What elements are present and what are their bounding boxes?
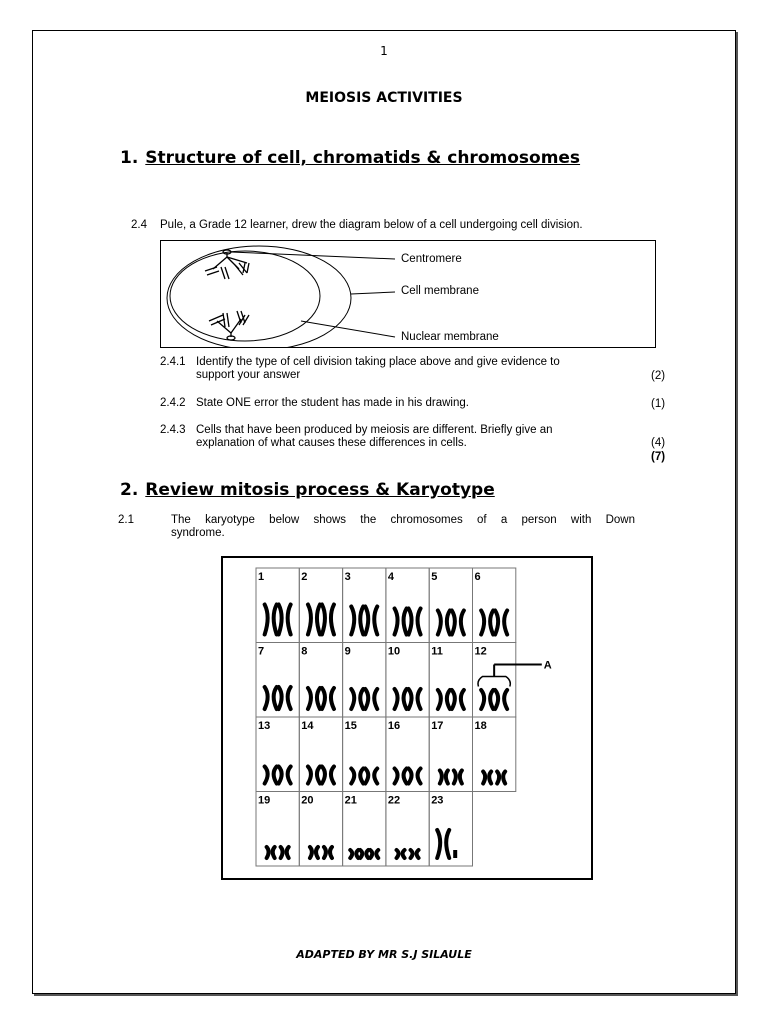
cell-membrane-pointer xyxy=(351,292,395,294)
karyotype-grid xyxy=(223,558,591,878)
karyotype-cell-9 xyxy=(343,643,386,718)
section-1-heading xyxy=(120,148,580,168)
section-2-number: 2. xyxy=(120,480,139,500)
karyotype-cell-6 xyxy=(473,568,516,643)
question-2-4-2-text: State ONE error the student has made in his drawing. xyxy=(196,397,469,409)
chromosome-pair-19 xyxy=(267,847,289,858)
karyotype-frame xyxy=(221,556,593,880)
cell-diagram-box xyxy=(160,240,656,348)
footer-credit: ADAPTED BY MR S.J SILAULE xyxy=(296,948,472,961)
chromosome-pair-22 xyxy=(397,850,419,858)
chromosome-pair-20 xyxy=(310,847,332,858)
chromosome-pair-18 xyxy=(483,772,505,784)
pair-number-12: 12 xyxy=(474,645,487,658)
pair-number-8: 8 xyxy=(301,645,308,658)
karyotype-cell-15 xyxy=(343,717,386,792)
chromosome-pair-8 xyxy=(308,688,334,709)
label-a: A xyxy=(543,659,552,672)
lower-chromatids xyxy=(209,311,249,340)
question-2-4-1-number: 2.4.1 xyxy=(160,356,186,368)
pair-number-13: 13 xyxy=(258,720,271,732)
chromosome-pair-13 xyxy=(265,767,291,784)
karyotype-cell-3 xyxy=(343,568,386,643)
question-2-4-3-number: 2.4.3 xyxy=(160,424,186,436)
pair-number-14: 14 xyxy=(301,720,314,732)
karyotype-cell-20 xyxy=(299,792,342,867)
page-number: 1 xyxy=(380,44,388,58)
section-1-number: 1. xyxy=(120,148,139,168)
upper-chromatids xyxy=(205,250,249,279)
pair-number-16: 16 xyxy=(387,720,401,732)
chromosome-pair-1 xyxy=(265,605,291,635)
question-2-1-line2: syndrome. xyxy=(171,527,225,539)
karyotype-cell-5 xyxy=(429,568,472,643)
chromosome-pair-9 xyxy=(351,689,377,709)
chromosome-pair-11 xyxy=(438,690,464,709)
chromosome-pair-3 xyxy=(351,607,377,635)
chromosome-pair-7 xyxy=(265,687,291,709)
chromosome-pair-15 xyxy=(351,769,377,784)
pair-number-1: 1 xyxy=(258,571,265,583)
karyotype-cell-21 xyxy=(343,792,386,867)
karyotype-cell-18 xyxy=(473,717,516,792)
pair-number-15: 15 xyxy=(344,720,357,732)
karyotype-cell-11 xyxy=(429,643,472,718)
pair-number-11: 11 xyxy=(431,645,443,658)
karyotype-cell-17 xyxy=(429,717,472,792)
cell-membrane-label: Cell membrane xyxy=(401,285,479,297)
cell-membrane-outline xyxy=(167,246,351,347)
label-a-pointer xyxy=(478,665,542,687)
pair-number-18: 18 xyxy=(474,720,487,732)
chromosome-pair-12 xyxy=(481,690,507,709)
pair-number-2: 2 xyxy=(301,571,308,583)
pair-number-17: 17 xyxy=(431,720,444,732)
section-2-heading xyxy=(120,480,495,500)
chromosome-pair-10 xyxy=(395,689,421,709)
karyotype-cell-7 xyxy=(256,643,299,718)
pair-number-21: 21 xyxy=(344,794,357,807)
karyotype-cell-4 xyxy=(386,568,429,643)
pair-number-6: 6 xyxy=(474,571,481,583)
karyotype-cell-14 xyxy=(299,717,342,792)
pair-number-3: 3 xyxy=(344,571,351,583)
question-2-4-total-marks: (7) xyxy=(651,451,666,463)
chromosome-pair-6 xyxy=(481,611,507,635)
pair-number-20: 20 xyxy=(301,794,314,807)
section-1-title: Structure of cell, chromatids & chromosomes xyxy=(145,148,581,168)
chromosome-pair-21 xyxy=(350,850,378,858)
karyotype-cell-8 xyxy=(299,643,342,718)
chromosome-pair-14 xyxy=(308,767,334,784)
karyotype-cell-10 xyxy=(386,643,429,718)
karyotype-cell-1 xyxy=(256,568,299,643)
section-2-title: Review mitosis process & Karyotype xyxy=(145,480,495,500)
document-title: MEIOSIS ACTIVITIES xyxy=(305,90,463,106)
centromere-pointer xyxy=(231,252,395,259)
centromere-label: Centromere xyxy=(401,253,462,265)
question-2-4-3-marks: (4) xyxy=(651,437,666,449)
question-2-4-1-marks: (2) xyxy=(651,370,666,382)
question-2-4-text: Pule, a Grade 12 learner, drew the diagram below of a cell undergoing cell division. xyxy=(160,219,583,231)
chromosome-pair-17 xyxy=(440,771,462,784)
karyotype-cell-13 xyxy=(256,717,299,792)
karyotype-cell-2 xyxy=(299,568,342,643)
chromosome-pair-4 xyxy=(395,609,421,635)
pair-number-19: 19 xyxy=(258,794,271,807)
pair-number-10: 10 xyxy=(387,645,401,658)
pair-number-4: 4 xyxy=(387,571,395,583)
pair-number-7: 7 xyxy=(258,645,265,658)
pair-number-23: 23 xyxy=(431,794,444,807)
question-2-4-number: 2.4 xyxy=(131,219,147,231)
karyotype-cell-23 xyxy=(429,792,472,867)
question-2-1-number: 2.1 xyxy=(118,514,134,526)
pair-number-5: 5 xyxy=(431,571,438,583)
nuclear-membrane-pointer xyxy=(301,321,395,337)
karyotype-cell-22 xyxy=(386,792,429,867)
chromosome-pair-23 xyxy=(437,830,457,858)
chromosome-pair-16 xyxy=(395,769,421,784)
question-2-4-1-line1: Identify the type of cell division taking place above and give evidence to xyxy=(196,356,560,368)
chromosome-pair-5 xyxy=(438,611,464,635)
pair-number-9: 9 xyxy=(344,645,351,658)
question-2-4-2-marks: (1) xyxy=(651,398,666,410)
question-2-4-1-line2: support your answer xyxy=(196,369,301,381)
question-2-4-3-line2: explanation of what causes these differences in cells. xyxy=(196,437,467,449)
nuclear-membrane-label: Nuclear membrane xyxy=(401,331,499,343)
karyotype-cell-19 xyxy=(256,792,299,867)
chromosome-pair-2 xyxy=(308,605,334,635)
karyotype-cell-16 xyxy=(386,717,429,792)
question-2-4-2-number: 2.4.2 xyxy=(160,397,186,409)
pair-number-22: 22 xyxy=(387,794,401,807)
question-2-1-line1: The karyotype below shows the chromosomes of a person with Down xyxy=(171,514,635,526)
question-2-4-3-line1: Cells that have been produced by meiosis are different. Briefly give an xyxy=(196,424,553,436)
